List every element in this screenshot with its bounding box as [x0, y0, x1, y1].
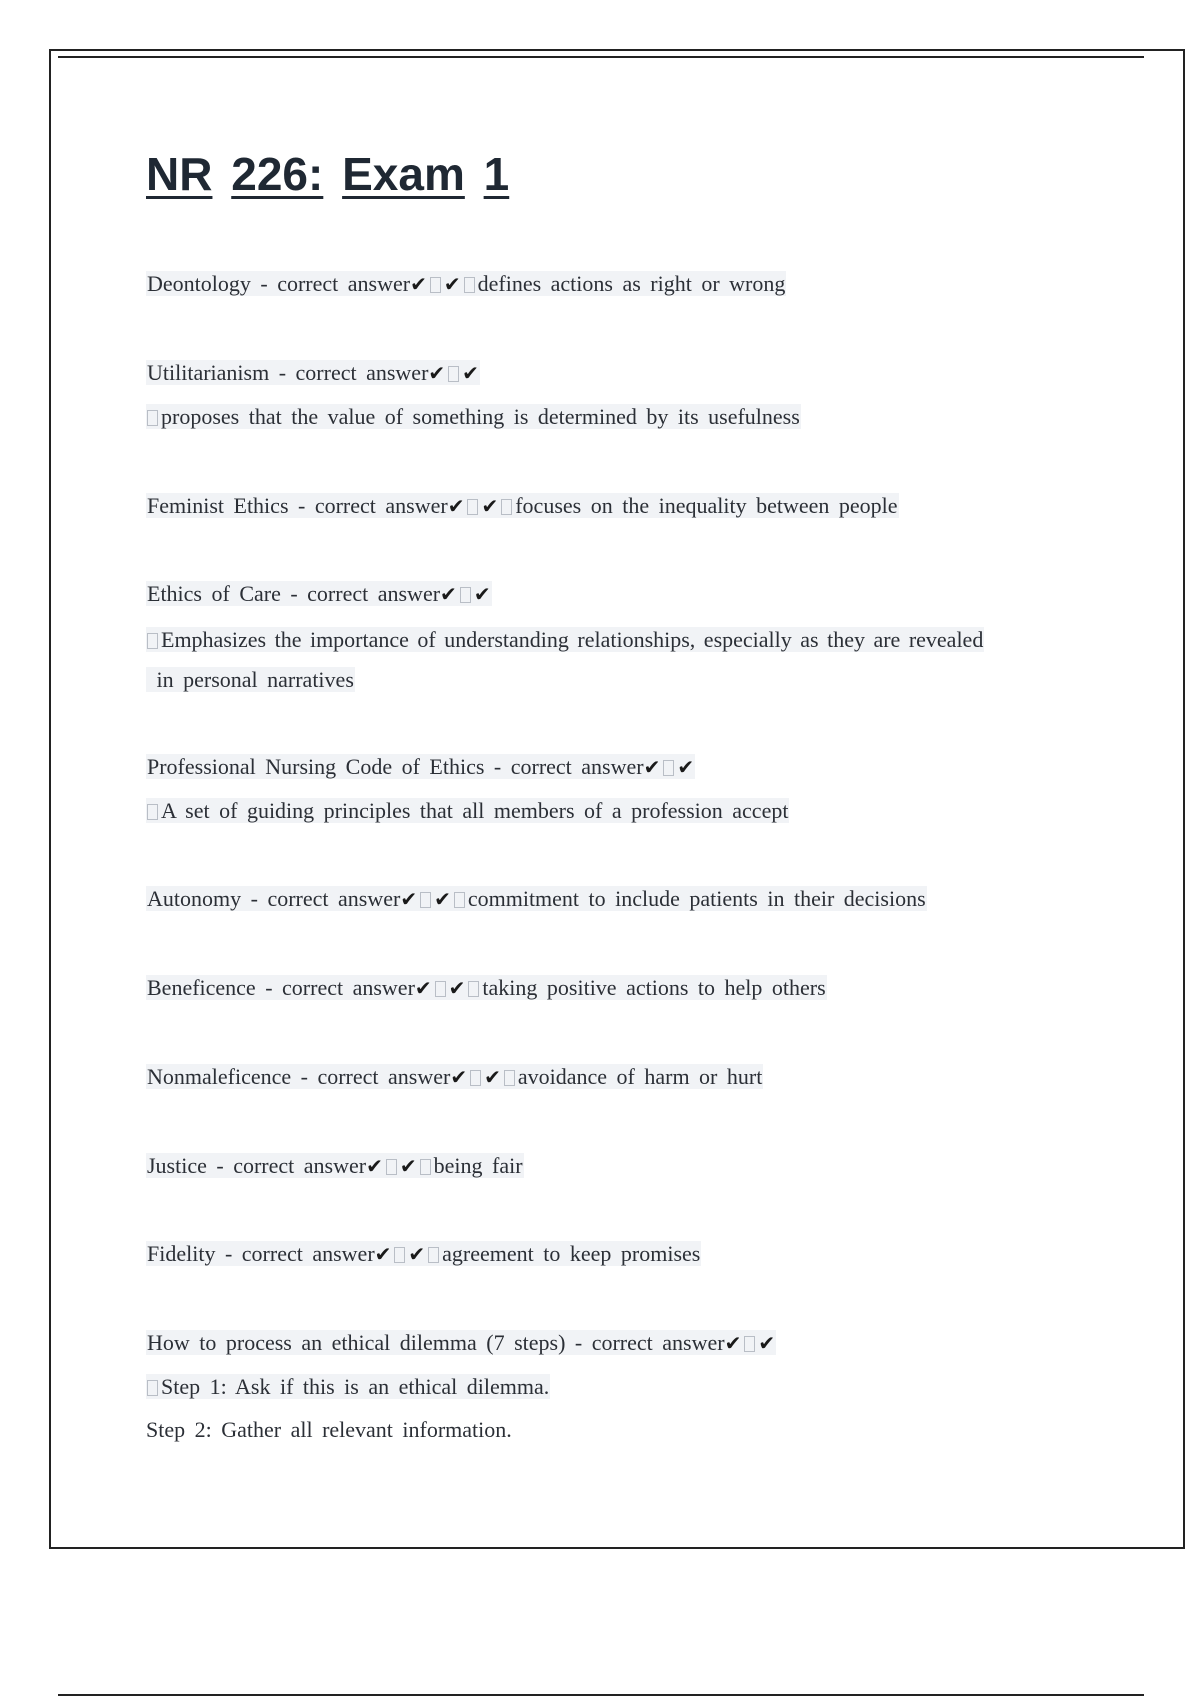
missing-glyph-icon	[448, 366, 459, 382]
check-icon: ✔	[410, 272, 427, 296]
definition-line	[146, 401, 801, 433]
definition: agreement to keep promises	[442, 1241, 701, 1266]
missing-glyph-icon	[420, 1159, 431, 1175]
missing-glyph-icon	[504, 1070, 515, 1086]
term: Professional Nursing Code of Ethics - correct answer	[147, 754, 644, 779]
missing-glyph-icon	[394, 1247, 405, 1263]
check-icon: ✔	[677, 755, 695, 779]
definition: being fair	[433, 1153, 523, 1178]
missing-glyph-icon	[464, 277, 475, 293]
term: Justice - correct answer	[147, 1153, 367, 1178]
bottom-rule	[58, 1694, 1144, 1696]
title-word: 1	[483, 148, 510, 200]
qa-entry-ethics-of-care	[146, 578, 492, 610]
qa-entry-deontology	[146, 268, 786, 300]
definition: Emphasizes the importance of understanding relationships, especially as they are revealed	[161, 627, 984, 652]
qa-entry-autonomy	[146, 883, 927, 915]
check-icon: ✔	[473, 582, 491, 606]
check-icon: ✔	[481, 494, 499, 518]
definition: defines actions as right or wrong	[477, 271, 786, 296]
missing-glyph-icon	[467, 499, 478, 515]
step: Step 1: Ask if this is an ethical dilemma.	[161, 1374, 550, 1399]
missing-glyph-icon	[147, 410, 158, 426]
check-icon: ✔	[724, 1331, 742, 1355]
page-title	[146, 146, 509, 202]
title-word: 226:	[231, 148, 324, 200]
term: How to process an ethical dilemma (7 steps) - correct answer	[147, 1330, 725, 1355]
missing-glyph-icon	[501, 499, 512, 515]
check-icon: ✔	[399, 1154, 417, 1178]
qa-entry-professional-code	[146, 751, 695, 783]
missing-glyph-icon	[468, 981, 479, 997]
qa-entry-ethical-dilemma	[146, 1327, 776, 1359]
term: Autonomy - correct answer	[147, 886, 401, 911]
missing-glyph-icon	[147, 633, 158, 649]
definition: taking positive actions to help others	[482, 975, 826, 1000]
missing-glyph-icon	[420, 892, 431, 908]
term: Deontology - correct answer	[147, 271, 411, 296]
missing-glyph-icon	[663, 760, 674, 776]
definition-line	[146, 664, 355, 696]
term: Feminist Ethics - correct answer	[147, 493, 448, 518]
missing-glyph-icon	[428, 1247, 439, 1263]
step-line	[146, 1371, 550, 1403]
check-icon: ✔	[414, 976, 432, 1000]
definition: in personal narratives	[156, 667, 354, 692]
term: Utilitarianism - correct answer	[147, 360, 429, 385]
definition: commitment to include patients in their decisions	[467, 886, 926, 911]
missing-glyph-icon	[454, 892, 465, 908]
check-icon: ✔	[428, 361, 446, 385]
term: Ethics of Care - correct answer	[147, 581, 441, 606]
check-icon: ✔	[408, 1242, 426, 1266]
check-icon: ✔	[758, 1331, 776, 1355]
missing-glyph-icon	[386, 1159, 397, 1175]
definition: focuses on the inequality between people	[515, 493, 898, 518]
check-icon: ✔	[443, 272, 461, 296]
qa-entry-nonmaleficence	[146, 1061, 763, 1093]
check-icon: ✔	[434, 887, 451, 911]
check-icon: ✔	[450, 1065, 468, 1089]
check-icon: ✔	[448, 976, 466, 1000]
title-word: NR	[146, 148, 213, 200]
missing-glyph-icon	[147, 1380, 158, 1396]
definition: A set of guiding principles that all members of a profession accept	[161, 798, 789, 823]
title-word: Exam	[342, 148, 465, 200]
missing-glyph-icon	[430, 277, 441, 293]
term: Beneficence - correct answer	[147, 975, 415, 1000]
top-rule	[58, 56, 1144, 58]
check-icon: ✔	[447, 494, 465, 518]
missing-glyph-icon	[460, 587, 471, 603]
missing-glyph-icon	[744, 1336, 755, 1352]
term: Fidelity - correct answer	[147, 1241, 375, 1266]
step: Step 2: Gather all relevant information.	[146, 1417, 512, 1442]
qa-entry-beneficence	[146, 972, 827, 1004]
qa-entry-utilitarianism	[146, 357, 480, 389]
check-icon: ✔	[462, 361, 479, 385]
definition-line	[146, 624, 984, 656]
definition: proposes that the value of something is determined by its usefulness	[161, 404, 800, 429]
check-icon: ✔	[374, 1242, 392, 1266]
check-icon: ✔	[400, 887, 418, 911]
qa-entry-feminist-ethics	[146, 490, 899, 522]
step-line	[146, 1414, 512, 1446]
qa-entry-justice	[146, 1150, 524, 1182]
check-icon: ✔	[484, 1065, 501, 1089]
term: Nonmaleficence - correct answer	[147, 1064, 451, 1089]
qa-entry-fidelity	[146, 1238, 701, 1270]
check-icon: ✔	[366, 1154, 383, 1178]
check-icon: ✔	[440, 582, 457, 606]
definition: avoidance of harm or hurt	[517, 1064, 763, 1089]
check-icon: ✔	[643, 755, 661, 779]
missing-glyph-icon	[435, 981, 446, 997]
missing-glyph-icon	[147, 804, 158, 820]
definition-line	[146, 795, 789, 827]
missing-glyph-icon	[470, 1070, 481, 1086]
